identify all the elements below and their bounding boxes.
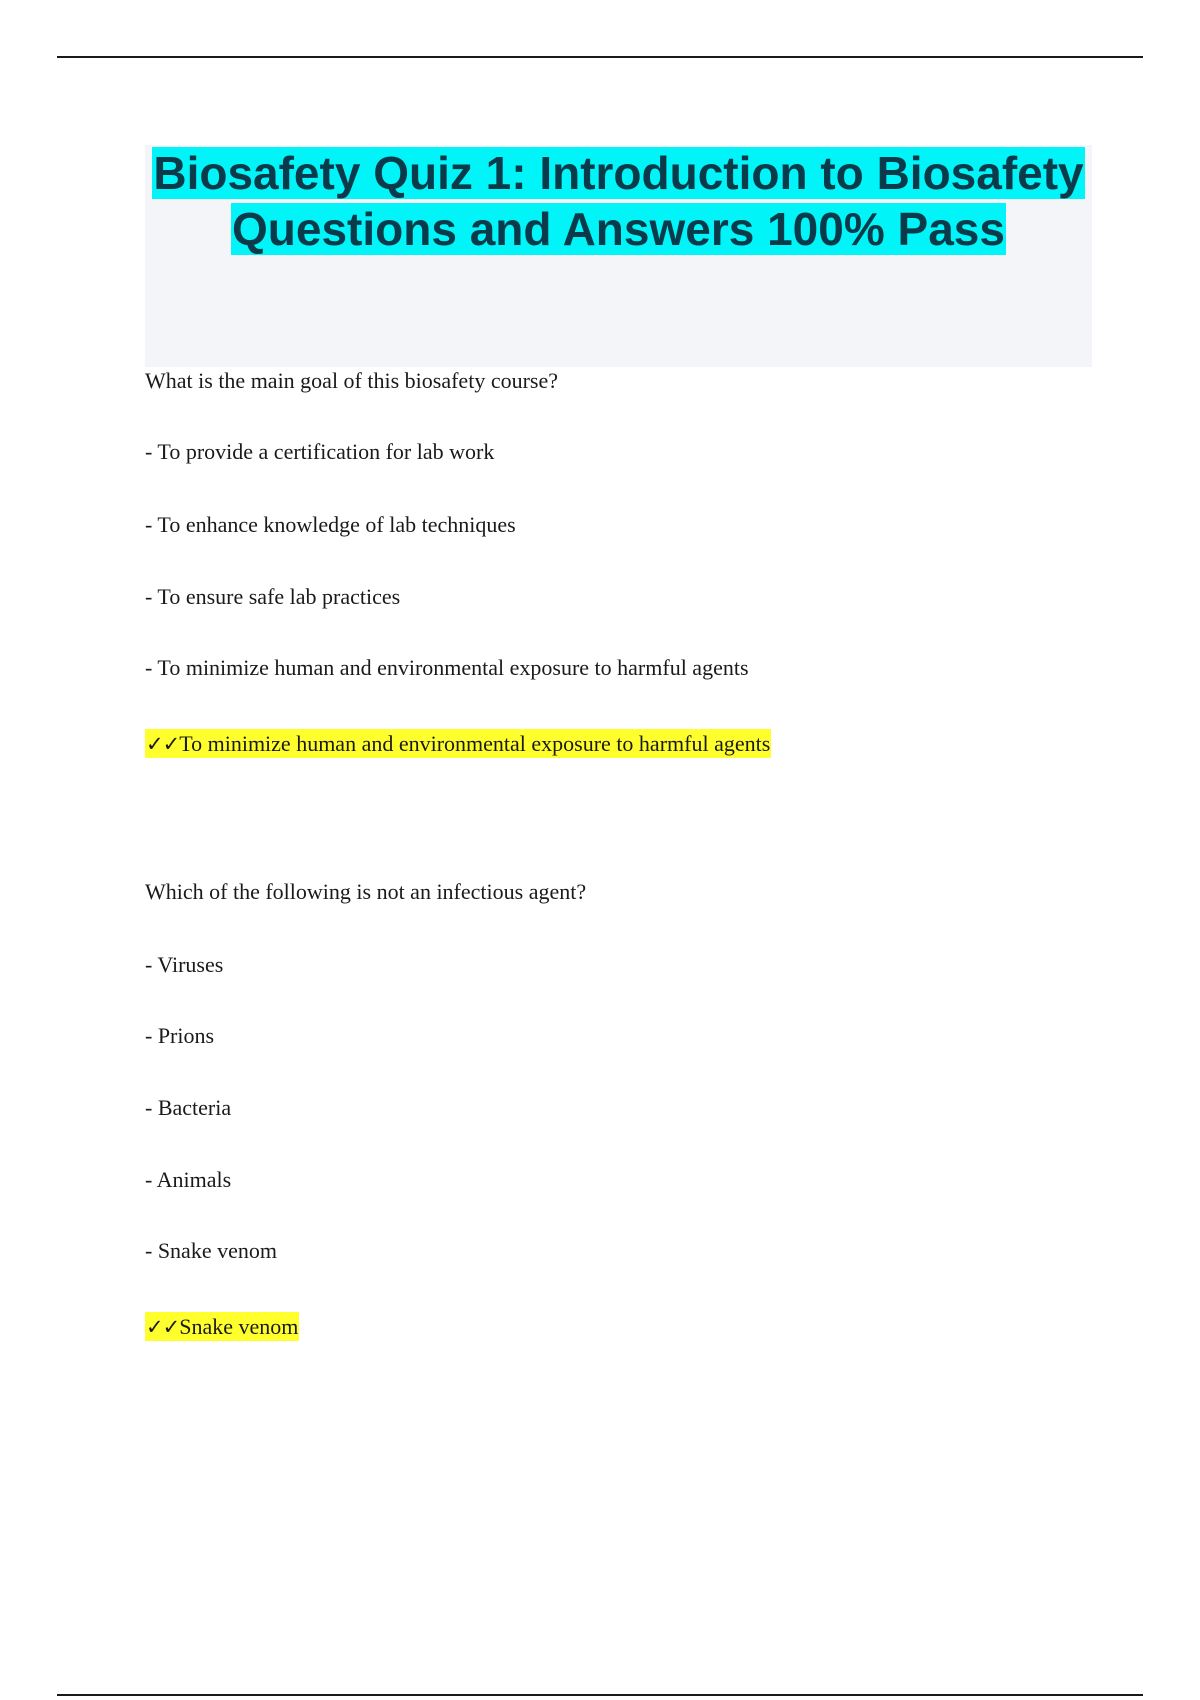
question-text: What is the main goal of this biosafety course? (145, 368, 558, 393)
answer-highlight (145, 1312, 299, 1341)
correct-answer-text: Snake venom (179, 1314, 299, 1339)
page-title (145, 145, 1092, 257)
double-check-icon: ✓✓ (146, 732, 180, 756)
answer-option: - To ensure safe lab practices (145, 584, 401, 609)
answer-option: - Snake venom (145, 1238, 277, 1263)
double-check-icon: ✓✓ (146, 1315, 180, 1339)
correct-answer (145, 729, 771, 759)
answer-option: - Animals (145, 1167, 232, 1192)
answer-option: - Bacteria (145, 1095, 232, 1120)
title-block (145, 145, 1092, 367)
header-rule (57, 56, 1143, 58)
answer-highlight (145, 729, 771, 758)
footer-rule (57, 1694, 1143, 1696)
correct-answer-text: To minimize human and environmental exposure to harmful agents (179, 731, 771, 756)
answer-option: - To enhance knowledge of lab techniques (145, 512, 516, 537)
title-highlight: Biosafety Quiz 1: Introduction to Biosafety Questions and Answers 100% Pass (153, 147, 1084, 255)
answer-option: - Viruses (145, 952, 224, 977)
answer-option: - Prions (145, 1023, 215, 1048)
question-text: Which of the following is not an infectious agent? (145, 879, 587, 904)
correct-answer (145, 1312, 299, 1342)
answer-option: - To minimize human and environmental exposure to harmful agents (145, 655, 749, 680)
answer-option: - To provide a certification for lab work (145, 439, 495, 464)
